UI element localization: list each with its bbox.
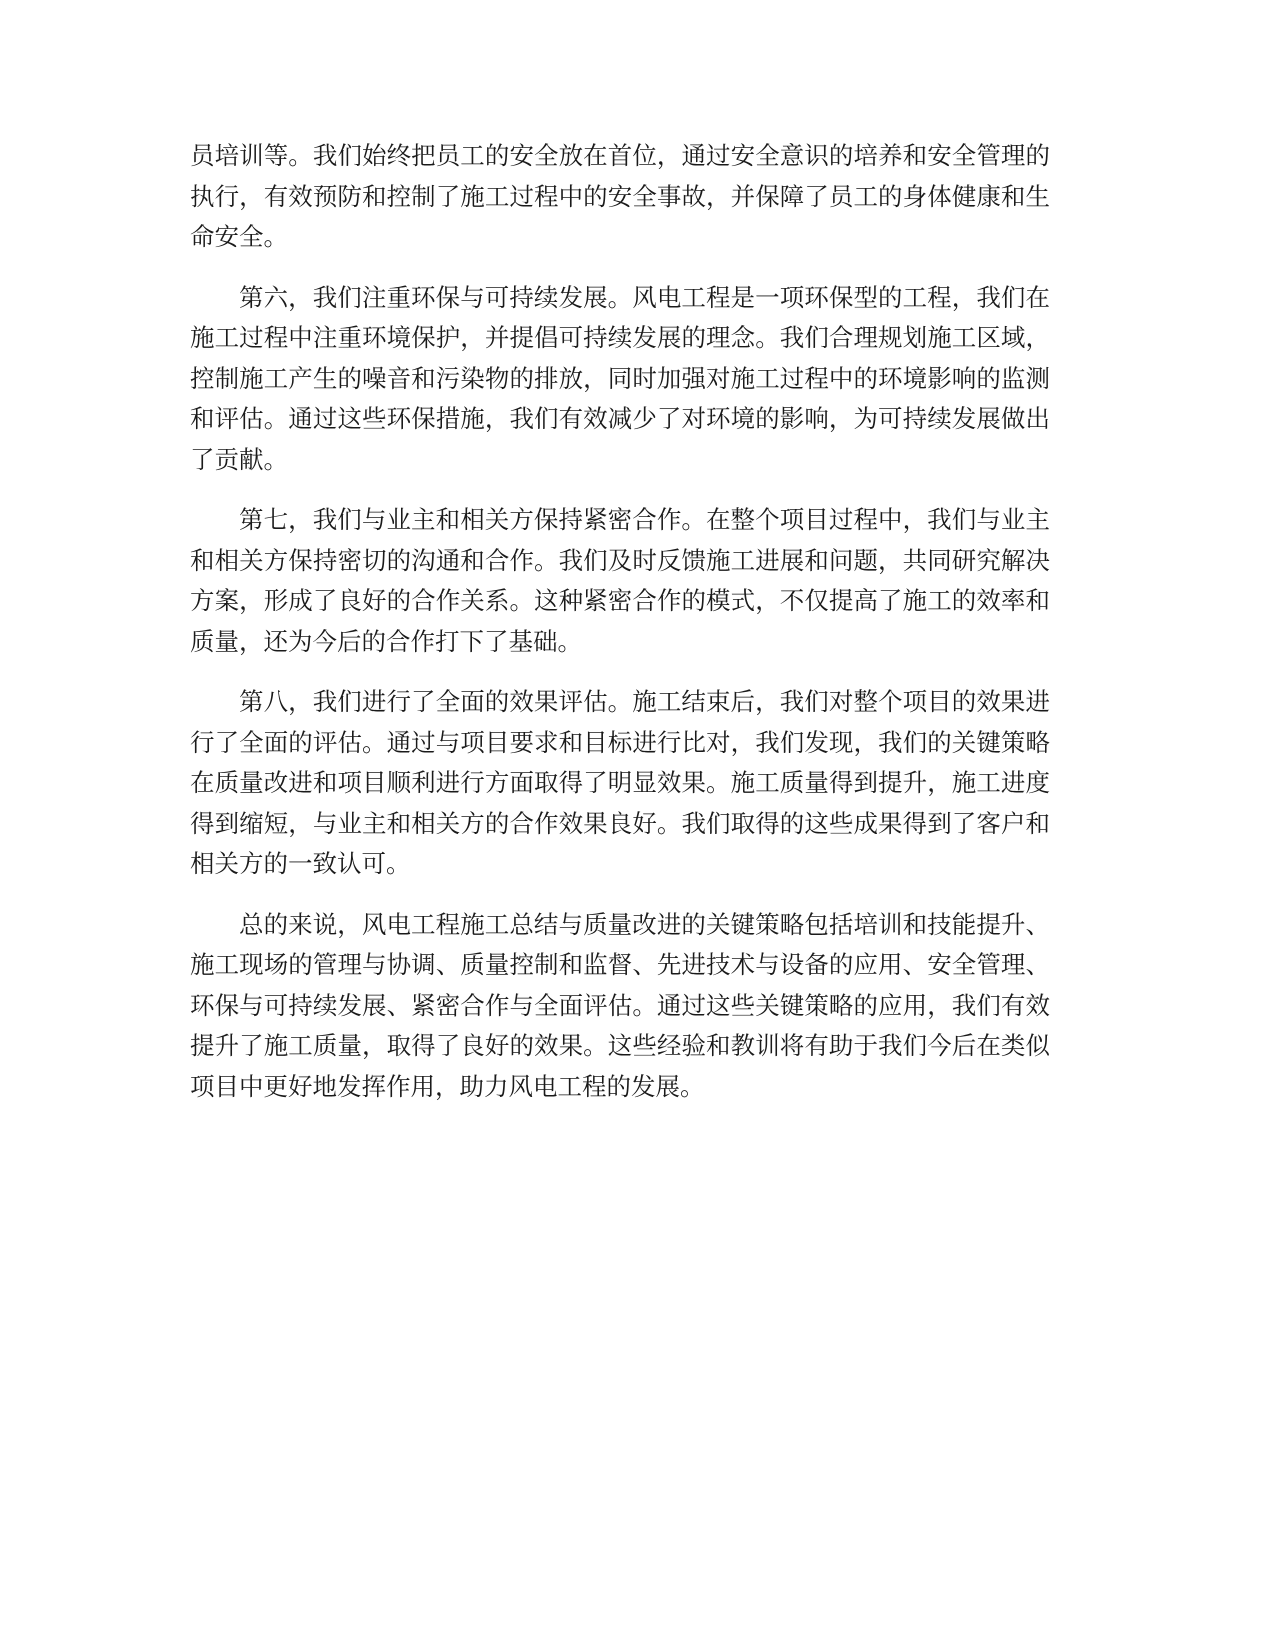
paragraph-cooperation: 第七，我们与业主和相关方保持紧密合作。在整个项目过程中，我们与业主和相关方保持密切的沟通和合作。我们及时反馈施工进展和问题，共同研究解决方案，形成了良好的合作关系。这种紧密合作的模式，不仅提高了施工的效率和质量，还为今后的合作打下了基础。 (190, 505, 1050, 656)
paragraph-safety-continued: 员培训等。我们始终把员工的安全放在首位，通过安全意识的培养和安全管理的执行，有效预防和控制了施工过程中的安全事故，并保障了员工的身体健康和生命安全。 (190, 141, 1050, 251)
paragraph-environment: 第六，我们注重环保与可持续发展。风电工程是一项环保型的工程，我们在施工过程中注重环境保护，并提倡可持续发展的理念。我们合理规划施工区域，控制施工产生的噪音和污染物的排放，同时加强对施工过程中的环境影响的监测和评估。通过这些环保措施，我们有效减少了对环境的影响，为可持续发展做出了贡献。 (190, 282, 1050, 474)
paragraph-evaluation: 第八，我们进行了全面的效果评估。施工结束后，我们对整个项目的效果进行了全面的评估。通过与项目要求和目标进行比对，我们发现，我们的关键策略在质量改进和项目顺利进行方面取得了明显效果。施工质量得到提升，施工进度得到缩短，与业主和相关方的合作效果良好。我们取得的这些成果得到了客户和相关方的一致认可。 (190, 687, 1050, 878)
paragraph-conclusion: 总的来说，风电工程施工总结与质量改进的关键策略包括培训和技能提升、施工现场的管理与协调、质量控制和监督、先进技术与设备的应用、安全管理、环保与可持续发展、紧密合作与全面评估。通过这些关键策略的应用，我们有效提升了施工质量，取得了良好的效果。这些经验和教训将有助于我们今后在类似项目中更好地发挥作用，助力风电工程的发展。 (190, 909, 1050, 1101)
document-body (190, 136, 1050, 1127)
